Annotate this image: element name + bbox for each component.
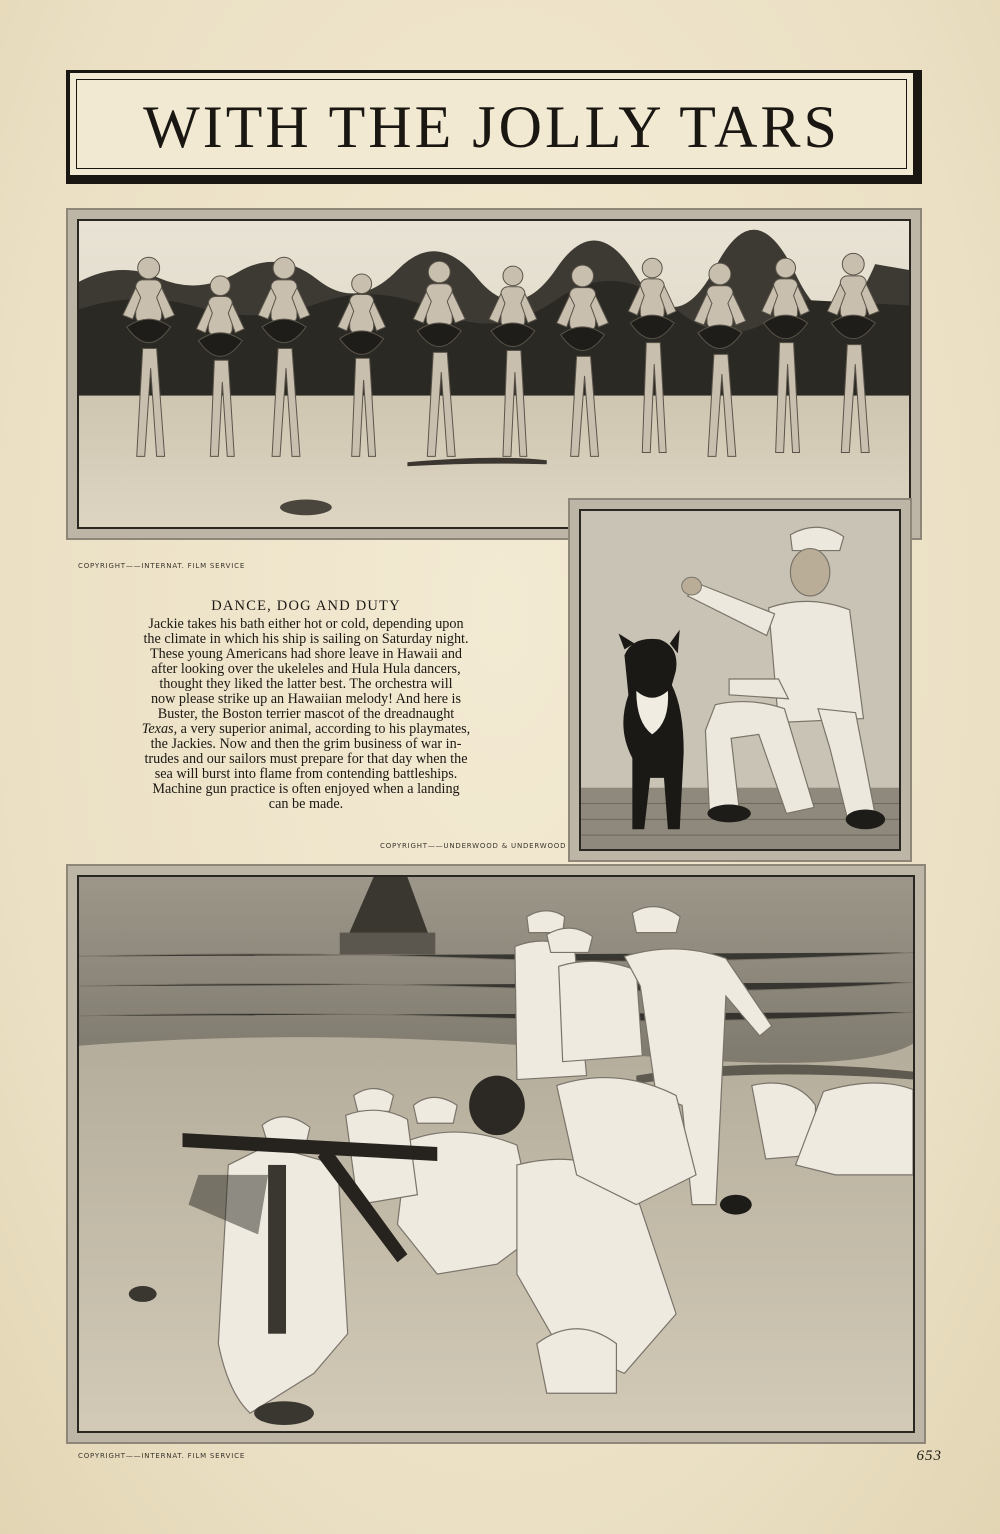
article-caption	[62, 598, 550, 812]
caption-line: Jackie takes his bath either hot or cold, depending upon	[148, 616, 464, 632]
machine-gun-image	[79, 877, 913, 1431]
caption-heading: DANCE, DOG AND DUTY	[211, 598, 401, 614]
photo-dog	[579, 509, 901, 851]
caption-line: sea will burst into flame from contending battleships.	[154, 766, 458, 782]
photo-frame-dog	[568, 498, 912, 862]
machine-gun-photo-credit: COPYRIGHT——INTERNAT. FILM SERVICE	[78, 1452, 246, 1460]
dancers-photo-credit: COPYRIGHT——INTERNAT. FILM SERVICE	[78, 562, 246, 570]
caption-line: the climate in which his ship is sailing on Saturday night.	[143, 631, 469, 647]
photo-machine-gun	[77, 875, 915, 1433]
caption-line: thought they liked the latter best. The orchestra will	[159, 676, 453, 692]
caption-line: can be made.	[268, 796, 344, 812]
caption-line: Machine gun practice is often enjoyed when a landing	[152, 781, 460, 797]
dog-photo-credit: COPYRIGHT——UNDERWOOD & UNDERWOOD	[380, 842, 567, 850]
dancers-image	[79, 221, 909, 527]
page-title: WITH THE JOLLY TARS	[143, 94, 840, 160]
caption-line: trudes and our sailors must prepare for that day when the	[144, 751, 468, 767]
caption-text	[62, 617, 550, 812]
caption-line: after looking over the ukeleles and Hula Hula dancers,	[151, 661, 461, 677]
caption-line: These young Americans had shore leave in Hawaii and	[149, 646, 463, 662]
caption-line: the Jackies. Now and then the grim business of war in-	[150, 736, 462, 752]
photo-frame-machine-gun	[66, 864, 926, 1444]
photo-frame-dancers	[66, 208, 922, 540]
caption-line: Texas, a very superior animal, according to his playmates,	[141, 721, 471, 737]
caption-line: now please strike up an Hawaiian melody! And here is	[150, 691, 462, 707]
dog-image	[581, 511, 899, 849]
title-banner	[66, 70, 922, 184]
photo-dancers	[77, 219, 911, 529]
page-number: 653	[916, 1448, 942, 1464]
title-banner-inner	[76, 79, 907, 169]
caption-line: Buster, the Boston terrier mascot of the dreadnaught	[157, 706, 455, 722]
